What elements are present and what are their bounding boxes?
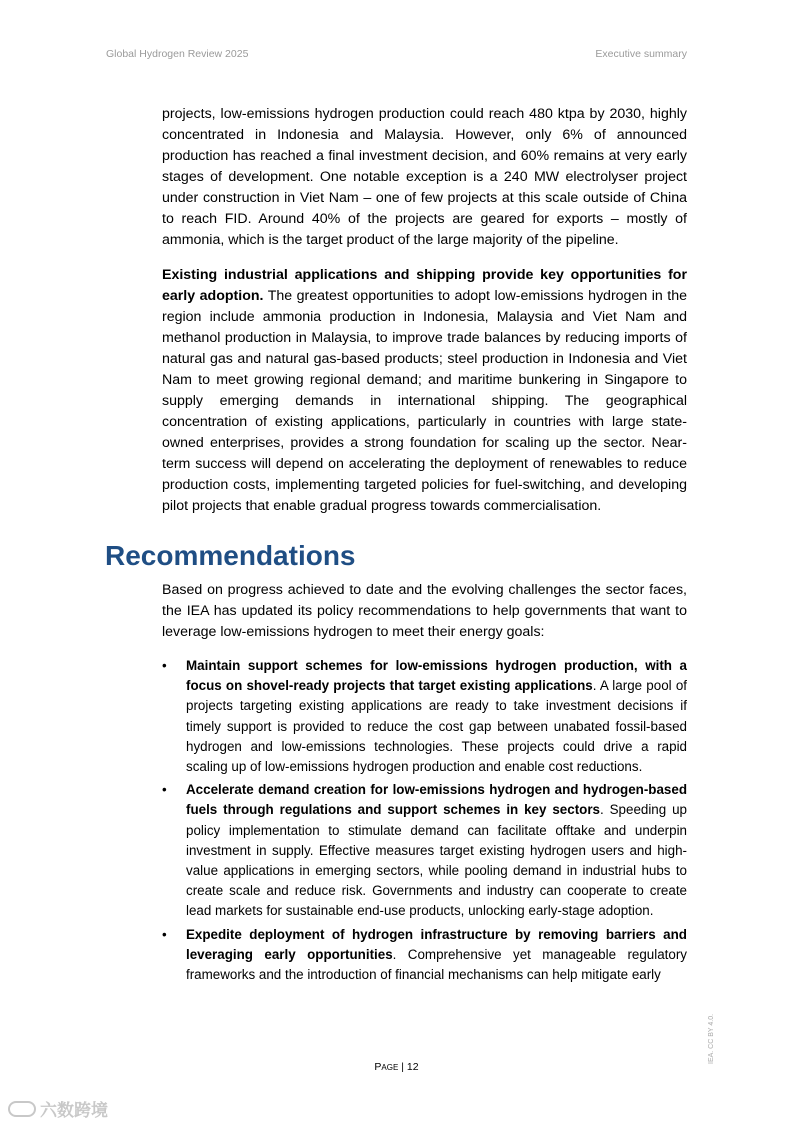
watermark	[8, 1096, 108, 1121]
page-label-rest: AGE	[381, 1063, 399, 1072]
page-label-cap: P	[374, 1061, 382, 1073]
running-header-section: Executive summary	[595, 48, 687, 60]
paragraph-body: The greatest opportunities to adopt low-emissions hydrogen in the region include ammonia production in Indonesia, Malaysia and Viet Nam and methanol production in Malaysia, to improve trade balances by reducing imports of natural gas and natural gas-based products; steel production in Indonesia and Viet Nam to meet growing regional demand; and maritime bunkering in Singapore to supply emerging demands in international shipping. The geographical concentration of existing applications, particularly in countries with large state-owned enterprises, provides a strong foundation for scaling up the sector. Near-term success will depend on accelerating the deployment of renewables to reduce production costs, implementing targeted policies for fuel-switching, and developing pilot projects that enable gradual progress towards commercialisation.	[162, 288, 687, 514]
list-item-body: . Speeding up policy implementation to stimulate demand can facilitate offtake and underpin investment in supply. Effective measures target existing hydrogen users and high-value applications in emerging sectors, while pooling demand in industrial hubs to create scale and reduce risk. Governments and industry can cooperate to create lead markets for sustainable end-use products, unlocking early-stage adoption.	[186, 802, 687, 919]
page-number: 12	[406, 1061, 419, 1073]
list-item	[162, 656, 687, 777]
list-item-lead: Accelerate demand creation for low-emissions hydrogen and hydrogen-based fuels through regulations and support schemes in key sectors	[186, 782, 687, 818]
list-item-body: . A large pool of projects targeting existing applications are ready to take investment decisions if timely support is provided to reduce the cost gap between unabated fossil-based hydrogen and low-emissions technologies. These projects could drive a rapid scaling up of low-emissions hydrogen production and enable cost reductions.	[186, 678, 687, 775]
watermark-text: 六数跨境	[40, 1101, 108, 1120]
section-heading: Recommendations	[105, 540, 356, 571]
recommendations-intro: Based on progress achieved to date and the evolving challenges the sector faces, the IEA has updated its policy recommendations to help governments that want to leverage low-emissions hydrogen to meet their energy goals:	[162, 582, 687, 640]
recommendations-list	[162, 656, 687, 988]
bullet-icon: •	[162, 782, 167, 798]
paragraph-projects: projects, low-emissions hydrogen production could reach 480 ktpa by 2030, highly concentrated in Indonesia and Malaysia. However, only 6% of announced production has reached a final investment decision, and 60% remains at very early stages of development. One notable exception is a 240 MW electrolyser project under construction in Viet Nam – one of few projects at this scale outside of China to reach FID. Around 40% of the projects are geared for exports – mostly of ammonia, which is the target product of the large majority of the pipeline.	[162, 106, 687, 248]
paragraph-lead: Existing industrial applications and shipping provide key opportunities for early adoption.	[162, 267, 687, 304]
list-item	[162, 925, 687, 986]
bullet-icon: •	[162, 658, 167, 673]
list-item-lead: Maintain support schemes for low-emissions hydrogen production, with a focus on shovel-ready projects that target existing applications	[186, 658, 687, 694]
list-item-lead: Expedite deployment of hydrogen infrastructure by removing barriers and leveraging early opportunities	[186, 926, 687, 962]
page-label	[374, 1061, 398, 1073]
bullet-icon: •	[162, 926, 167, 942]
watermark-logo-icon	[8, 1101, 36, 1117]
license-note: IEA. CC BY 4.0.	[708, 1013, 715, 1064]
paragraph-early-adoption	[162, 265, 687, 517]
page-separator: |	[401, 1061, 404, 1073]
running-header-title: Global Hydrogen Review 2025	[106, 48, 249, 60]
list-item-body: . Comprehensive yet manageable regulatory frameworks and the introduction of financial mechanisms can help mitigate early	[186, 946, 687, 983]
list-item	[162, 780, 687, 921]
page-footer	[0, 1061, 793, 1073]
